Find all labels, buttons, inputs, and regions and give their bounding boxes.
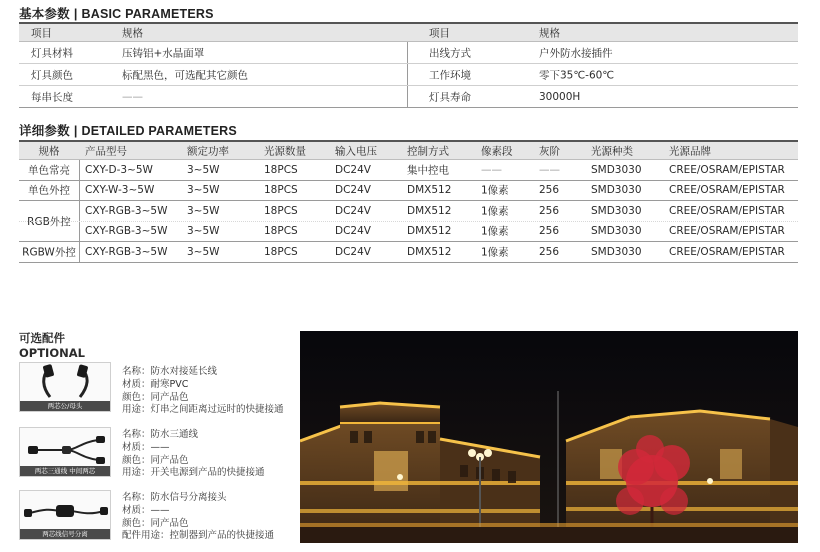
night-building-lighting-photo (300, 331, 798, 543)
accessory-material: 材质：耐寒PVC (122, 378, 189, 390)
table-cell: CREE/OSRAM/EPISTAR (669, 225, 785, 238)
basic-title-separator: | (73, 7, 78, 21)
spec-cell: 单色外控 (28, 184, 70, 197)
table-cell: DMX512 (407, 245, 452, 258)
table-cell: DC24V (335, 225, 371, 238)
accessory-material: 材质：—— (122, 441, 170, 453)
table-cell: 3~5W (187, 204, 220, 217)
table-cell: 256 (539, 204, 560, 217)
table-cell: 户外防水接插件 (539, 47, 613, 59)
accessory-color: 颜色：同产品色 (122, 391, 189, 403)
connector-cable-icon (20, 363, 112, 403)
table-cell: SMD3030 (591, 184, 642, 197)
header-cell: 输入电压 (335, 145, 377, 157)
accessory-color: 颜色：同产品色 (122, 517, 189, 529)
accessory-color: 颜色：同产品色 (122, 454, 189, 466)
table-cell: CXY-RGB-3~5W (85, 245, 168, 258)
table-cell: 18PCS (264, 204, 298, 217)
accessory-caption: 两芯三通线 中间两芯 (20, 466, 110, 476)
table-cell: 工作环境 (429, 69, 471, 81)
accessory-material: 材质：—— (122, 504, 170, 516)
basic-title-cn: 基本参数 (19, 7, 70, 21)
accessory-image (19, 362, 111, 412)
table-cell: 18PCS (264, 184, 298, 197)
table-cell: 3~5W (187, 245, 220, 258)
table-cell: —— (539, 163, 560, 176)
table-cell: CREE/OSRAM/EPISTAR (669, 245, 785, 258)
table-cell: 3~5W (187, 225, 220, 238)
table-cell: DMX512 (407, 225, 452, 238)
header-cell: 控制方式 (407, 145, 449, 157)
table-cell: CXY-W-3~5W (85, 184, 155, 197)
table-row (19, 160, 798, 181)
detail-table-header (19, 140, 798, 160)
accessory-usage: 用途：灯串之间距离过远时的快捷接通 (122, 404, 284, 416)
table-cell: 256 (539, 225, 560, 238)
header-cell: 光源种类 (591, 145, 633, 157)
table-cell: DMX512 (407, 184, 452, 197)
basic-title-en: BASIC PARAMETERS (81, 7, 214, 21)
basic-header-spec: 规格 (122, 27, 143, 39)
accessory-caption: 两芯公/母头 (20, 401, 110, 411)
table-cell: 集中控电 (407, 164, 449, 177)
table-row (19, 42, 798, 64)
basic-header-spec: 规格 (539, 27, 560, 39)
basic-header-item: 项目 (31, 27, 52, 39)
table-cell: SMD3030 (591, 204, 642, 217)
table-cell: SMD3030 (591, 225, 642, 238)
table-cell: DC24V (335, 163, 371, 176)
table-cell: 256 (539, 245, 560, 258)
accessory-image (19, 427, 111, 477)
header-cell: 额定功率 (187, 145, 229, 157)
basic-table-header (19, 22, 798, 42)
spec-cell: RGB外控 (27, 216, 71, 228)
optional-title-en: OPTIONAL (19, 346, 85, 360)
accessory-image (19, 490, 111, 540)
spec-cell: 单色常亮 (28, 164, 70, 177)
accessory-name: 名称：防水信号分离接头 (122, 492, 227, 503)
basic-parameters-table (19, 22, 798, 108)
accessory-description (122, 492, 274, 543)
header-cell: 光源品牌 (669, 145, 711, 157)
table-cell: DC24V (335, 204, 371, 217)
header-cell: 规格 (38, 145, 60, 157)
table-cell: CREE/OSRAM/EPISTAR (669, 163, 785, 176)
table-cell: CREE/OSRAM/EPISTAR (669, 204, 785, 217)
accessory-usage: 配件用途：控制器到产品的快捷接通 (122, 530, 275, 542)
table-cell: 每串长度 (31, 91, 73, 103)
table-cell: 标配黑色，可选配其它颜色 (122, 69, 248, 81)
signal-splitter-icon (20, 491, 112, 531)
table-cell: SMD3030 (591, 245, 642, 258)
table-cell: 1像素 (481, 225, 509, 238)
table-cell: CREE/OSRAM/EPISTAR (669, 184, 785, 197)
table-cell: —— (122, 90, 143, 103)
table-cell: CXY-D-3~5W (85, 163, 153, 176)
table-cell: DC24V (335, 245, 371, 258)
detailed-parameters-table (19, 140, 798, 263)
detail-title-cn: 详细参数 (19, 124, 70, 138)
table-row (19, 181, 798, 202)
header-cell: 像素段 (481, 145, 513, 157)
detail-title-en: DETAILED PARAMETERS (81, 124, 237, 138)
table-cell: 256 (539, 184, 560, 197)
table-cell: 零下35℃-60℃ (539, 69, 615, 81)
accessory-usage: 用途：开关电源到产品的快捷接通 (122, 467, 265, 479)
table-cell: DMX512 (407, 204, 452, 217)
table-cell: 3~5W (187, 163, 220, 176)
header-cell: 光源数量 (264, 145, 306, 157)
accessory-description (122, 429, 265, 480)
table-row (19, 222, 798, 243)
spec-cell: RGBW外控 (22, 246, 76, 259)
table-cell: 18PCS (264, 163, 298, 176)
table-cell: —— (481, 163, 502, 176)
y-splitter-cable-icon (20, 428, 112, 468)
basic-parameters-title (19, 4, 214, 22)
table-cell: 18PCS (264, 245, 298, 258)
table-cell: 灯具材料 (31, 47, 73, 59)
table-row (19, 64, 798, 86)
table-cell: 1像素 (481, 246, 509, 259)
table-cell: 压铸铝+水晶面罩 (122, 47, 205, 59)
table-cell: 3~5W (187, 184, 220, 197)
optional-title-cn: 可选配件 (19, 331, 65, 345)
accessory-caption: 两芯线信号分离 (20, 529, 110, 539)
table-cell: SMD3030 (591, 163, 642, 176)
accessory-description (122, 366, 284, 417)
detailed-parameters-title (19, 121, 237, 139)
table-cell: 灯具寿命 (429, 91, 471, 103)
table-cell: 1像素 (481, 205, 509, 218)
header-cell: 灰阶 (539, 145, 560, 157)
night-scene-illustration (300, 331, 798, 543)
table-cell: 灯具颜色 (31, 69, 73, 81)
table-cell: CXY-RGB-3~5W (85, 204, 168, 217)
detail-title-separator: | (73, 124, 78, 138)
header-cell: 产品型号 (85, 145, 127, 157)
accessory-name: 名称：防水三通线 (122, 429, 199, 440)
basic-header-item: 项目 (429, 27, 450, 39)
table-row (19, 86, 798, 108)
table-row (19, 242, 798, 263)
accessory-name: 名称：防水对接延长线 (122, 366, 218, 377)
table-cell: DC24V (335, 184, 371, 197)
table-cell: 1像素 (481, 184, 509, 197)
table-cell: 30000H (539, 90, 581, 103)
table-cell: 18PCS (264, 225, 298, 238)
optional-title (19, 331, 85, 361)
table-cell: 出线方式 (429, 47, 471, 59)
table-row (19, 201, 798, 222)
table-cell: CXY-RGB-3~5W (85, 225, 168, 238)
